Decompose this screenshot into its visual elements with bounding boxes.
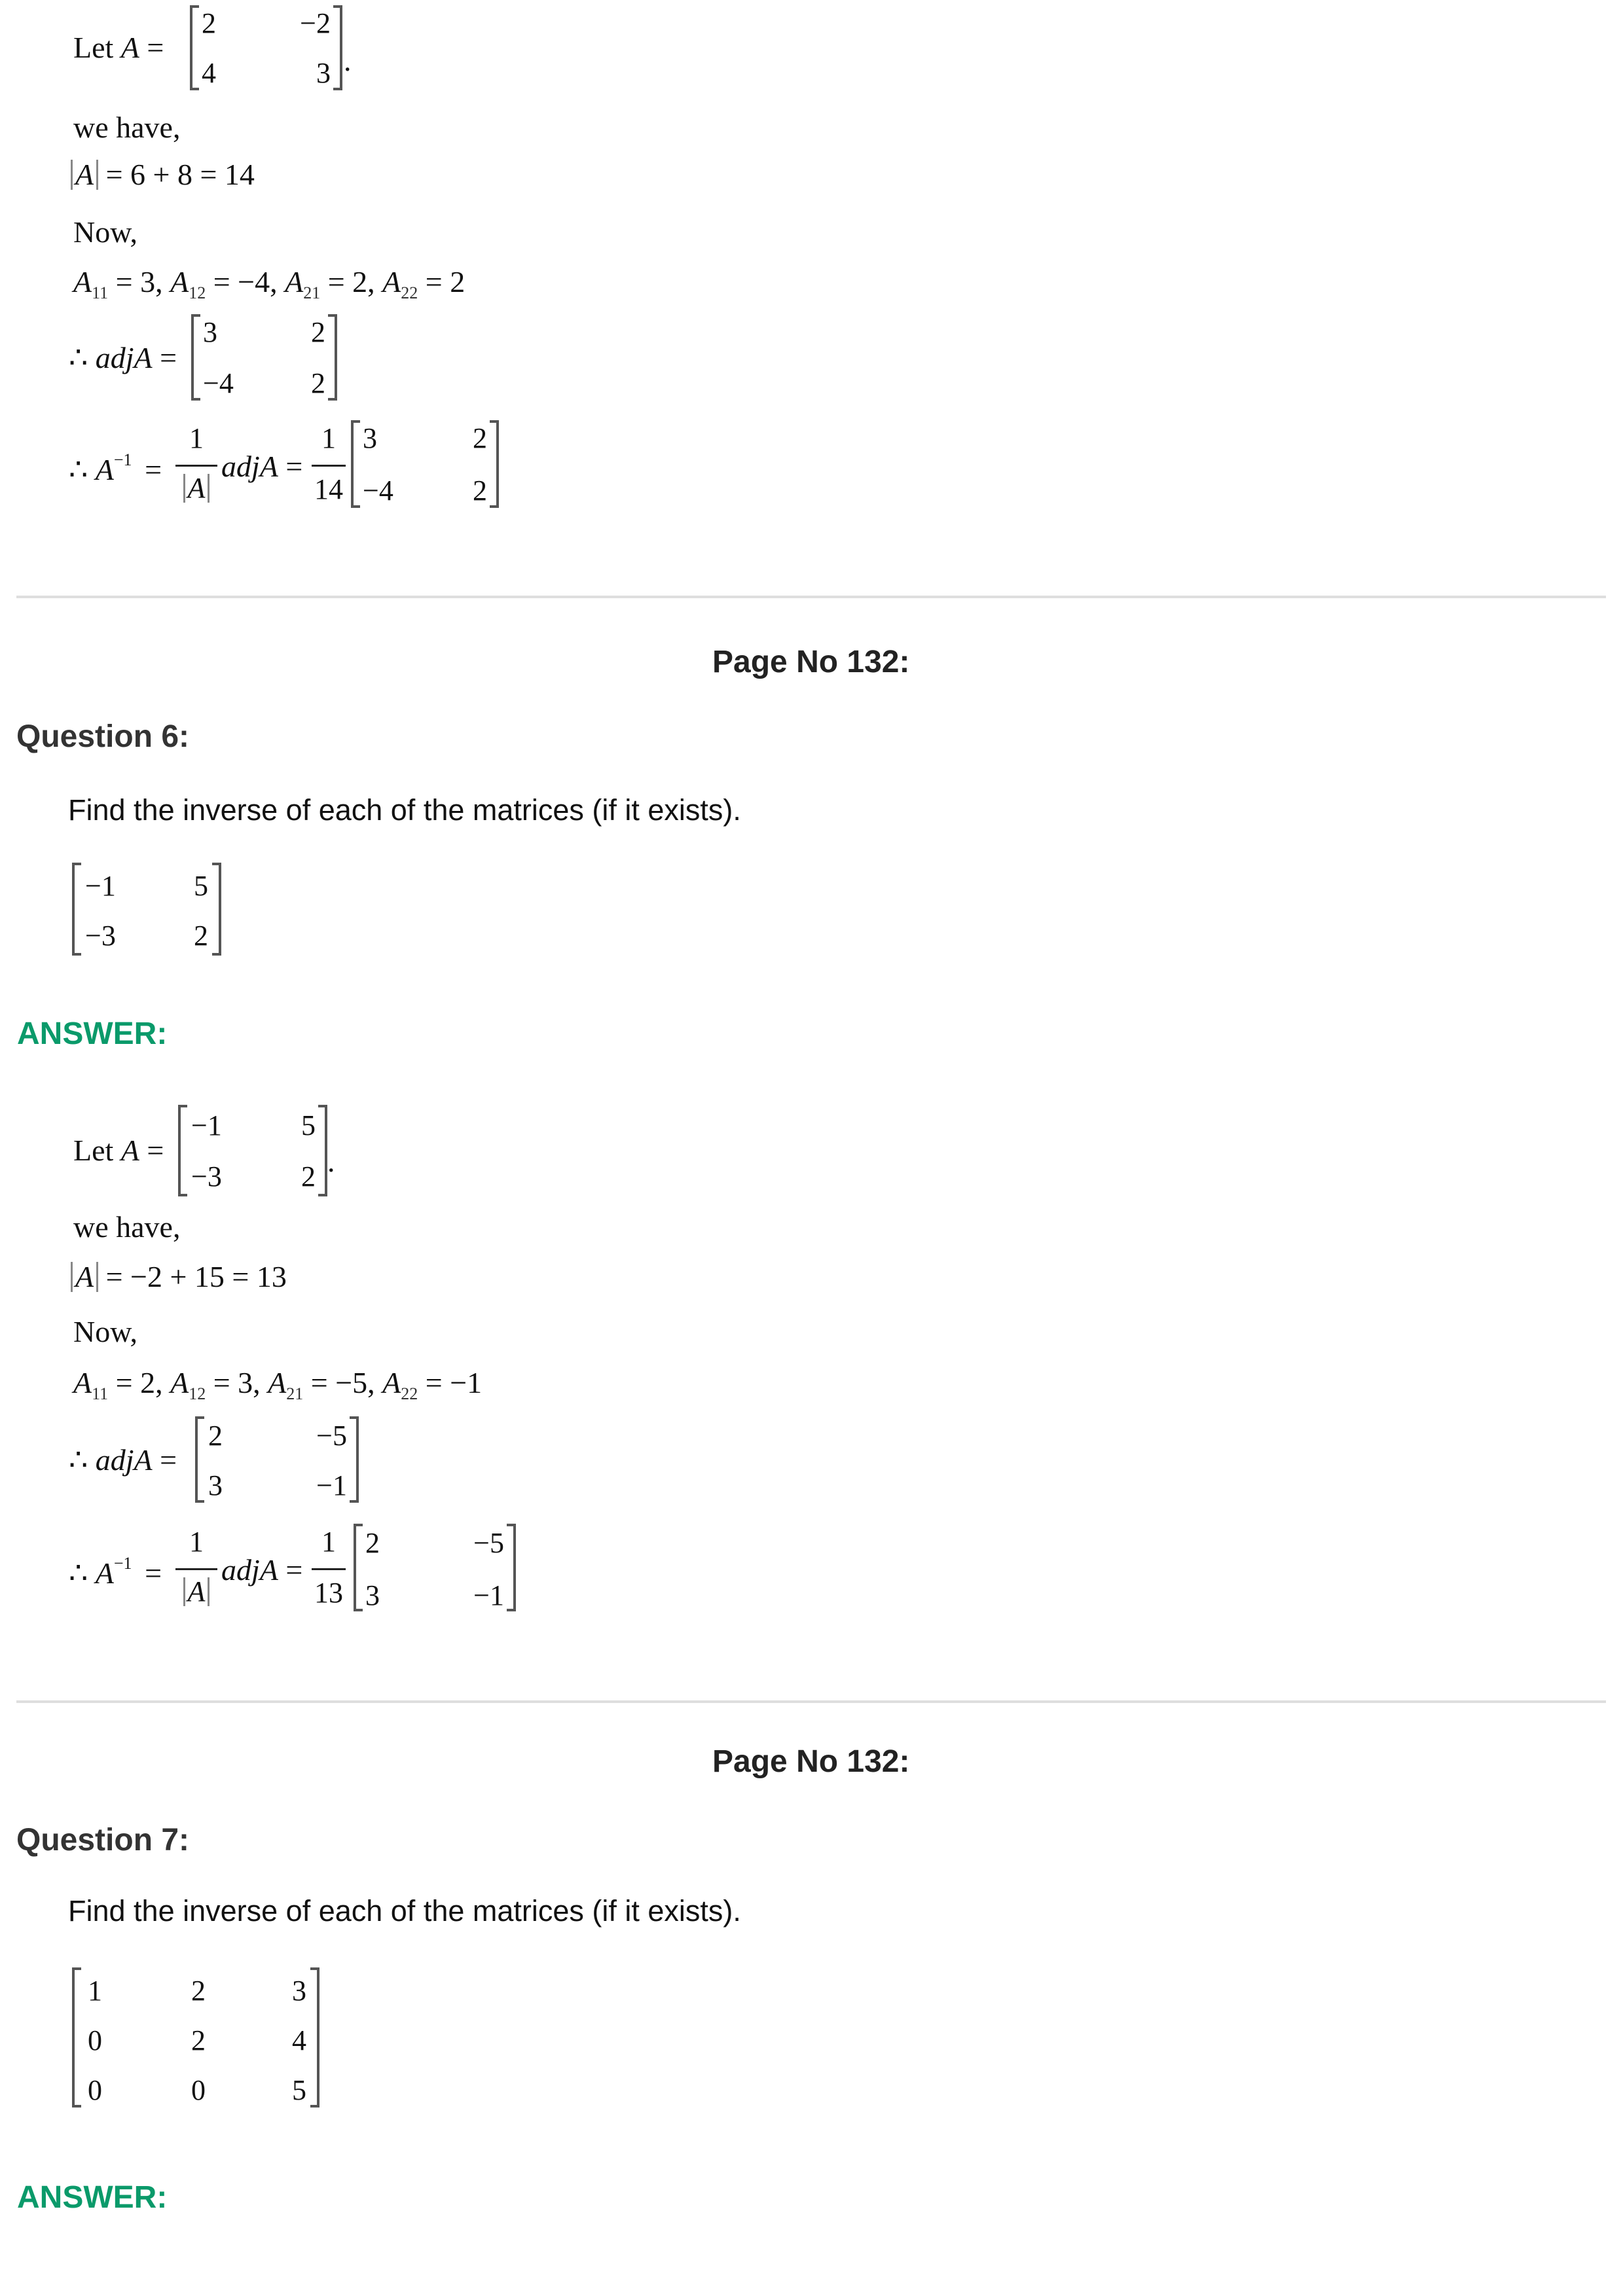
matrix-cell: 5 xyxy=(292,2074,306,2106)
fraction-bar xyxy=(312,1568,346,1570)
cofactor-value: = 3, xyxy=(206,1366,268,1399)
matrix-cell: −5 xyxy=(473,1527,504,1559)
fraction-one-over-det xyxy=(175,1528,217,1613)
equals-sign: = xyxy=(139,31,164,64)
page-number: Page No 132: xyxy=(712,1744,910,1779)
inverse-matrix xyxy=(354,1524,516,1611)
matrix-cell: −1 xyxy=(473,1579,504,1611)
abs-a: A xyxy=(183,1577,210,1606)
matrix-cell: −4 xyxy=(363,475,393,507)
question-title: Question 7: xyxy=(16,1823,190,1857)
cofactor-value: = 2, xyxy=(108,1366,171,1399)
matrix-cell: 2 xyxy=(473,475,487,507)
var-a: A xyxy=(382,265,401,298)
cofactor-value: = −5, xyxy=(303,1366,383,1399)
matrix-cell: 0 xyxy=(191,2074,206,2106)
matrix-a xyxy=(178,1105,327,1196)
var-a: A xyxy=(73,1366,92,1399)
var-a: A xyxy=(382,1366,401,1399)
question-matrix xyxy=(72,863,221,956)
abs-a: A xyxy=(71,1262,98,1292)
var-a: A xyxy=(120,1134,139,1167)
adj-label xyxy=(69,1445,177,1475)
question-matrix xyxy=(72,1967,319,2108)
matrix-cell: 3 xyxy=(365,1579,380,1611)
matrix-cell: 1 xyxy=(88,1975,102,2007)
numerator: 1 xyxy=(189,1526,204,1558)
matrix-cell: 3 xyxy=(316,57,331,89)
cofactor-value: = −1 xyxy=(418,1366,483,1399)
determinant-value: = 6 + 8 = 14 xyxy=(98,158,255,191)
var-a: A xyxy=(95,453,114,486)
equals-sign: = xyxy=(152,1443,177,1477)
fraction-bar xyxy=(175,465,217,467)
cofactors-line xyxy=(73,1368,482,1403)
determinant-value: = −2 + 15 = 13 xyxy=(98,1260,287,1293)
equals-sign: = xyxy=(278,1553,303,1587)
question-title: Question 6: xyxy=(16,719,190,754)
fraction-bar xyxy=(175,1568,217,1570)
adj-a-text: adjA xyxy=(95,341,153,374)
determinant-line xyxy=(71,160,255,190)
matrix-cell: −1 xyxy=(85,870,116,902)
matrix-cell: 2 xyxy=(473,422,487,454)
adj-matrix xyxy=(195,1416,359,1503)
adj-a-term xyxy=(221,1555,302,1585)
cofactor-value: = 2, xyxy=(320,265,383,298)
matrix-cell: 2 xyxy=(202,7,216,39)
matrix-cell: −1 xyxy=(316,1469,347,1501)
section-divider xyxy=(16,596,1606,598)
matrix-cell: 5 xyxy=(194,870,208,902)
subscript: 11 xyxy=(92,283,109,302)
matrix-cell: 3 xyxy=(363,422,377,454)
we-have-text: we have, xyxy=(73,111,181,144)
determinant-line xyxy=(71,1262,287,1292)
var-a: A xyxy=(120,31,139,64)
matrix-cell: 3 xyxy=(203,316,217,348)
now-text: Now, xyxy=(73,1315,137,1348)
matrix-cell: −3 xyxy=(191,1160,222,1193)
answer-label: ANSWER: xyxy=(17,2180,168,2215)
var-a: A xyxy=(170,1366,189,1399)
matrix-cell: −2 xyxy=(300,7,331,39)
equals-sign: = xyxy=(152,341,177,374)
subscript: 22 xyxy=(401,283,418,302)
fraction-one-over-det xyxy=(175,424,217,509)
matrix-cell: 0 xyxy=(88,2024,102,2056)
subscript: 11 xyxy=(92,1384,109,1403)
matrix-cell: −1 xyxy=(191,1109,222,1141)
answer-label: ANSWER: xyxy=(17,1016,168,1051)
matrix-cell: 3 xyxy=(292,1975,306,2007)
period: . xyxy=(344,44,352,77)
fraction-one-over-14 xyxy=(312,424,346,509)
therefore-symbol: ∴ xyxy=(69,1443,96,1477)
adj-matrix xyxy=(191,314,337,401)
numerator: 1 xyxy=(321,422,336,454)
adj-a-text: adjA xyxy=(221,450,278,483)
abs-a: A xyxy=(183,474,210,503)
section-divider xyxy=(16,1700,1606,1703)
equals-sign: = xyxy=(137,1556,162,1590)
matrix-cell: 2 xyxy=(194,920,208,952)
cofactors-line xyxy=(73,267,465,302)
page-number: Page No 132: xyxy=(712,645,910,679)
matrix-cell: 5 xyxy=(301,1109,316,1141)
numerator: 1 xyxy=(321,1526,336,1558)
inverse-lhs xyxy=(69,452,162,485)
therefore-symbol: ∴ xyxy=(69,1556,96,1590)
var-a: A xyxy=(73,265,92,298)
fraction-bar xyxy=(312,465,346,467)
equals-sign: = xyxy=(139,1134,164,1167)
matrix-cell: −3 xyxy=(85,920,116,952)
cofactor-value: = −4, xyxy=(206,265,285,298)
therefore-symbol: ∴ xyxy=(69,341,96,374)
inverse-matrix xyxy=(351,420,499,508)
denominator: 13 xyxy=(314,1577,343,1609)
equals-sign: = xyxy=(278,450,303,483)
superscript: −1 xyxy=(113,450,132,469)
var-a: A xyxy=(170,265,189,298)
matrix-cell: 2 xyxy=(191,2024,206,2056)
matrix-cell: 2 xyxy=(311,316,325,348)
let-a-statement xyxy=(73,1136,164,1166)
superscript: −1 xyxy=(113,1554,132,1573)
abs-a: A xyxy=(71,160,98,190)
adj-a-text: adjA xyxy=(95,1443,153,1477)
adj-label xyxy=(69,343,177,373)
matrix-cell: 2 xyxy=(191,1975,206,2007)
question-prompt: Find the inverse of each of the matrices (if it exists). xyxy=(68,793,741,827)
therefore-symbol: ∴ xyxy=(69,453,96,486)
adj-a-text: adjA xyxy=(221,1553,278,1587)
period: . xyxy=(327,1145,335,1178)
let-a-statement xyxy=(73,33,164,63)
we-have-text: we have, xyxy=(73,1210,181,1244)
subscript: 12 xyxy=(189,283,206,302)
matrix-cell: −4 xyxy=(203,367,234,399)
var-a: A xyxy=(95,1556,114,1590)
matrix-cell: 3 xyxy=(208,1469,223,1501)
matrix-cell: 2 xyxy=(208,1420,223,1452)
matrix-cell: 4 xyxy=(292,2024,306,2056)
subscript: 12 xyxy=(189,1384,206,1403)
matrix-cell: 2 xyxy=(311,367,325,399)
denominator: 14 xyxy=(314,473,343,505)
subscript: 21 xyxy=(303,283,321,302)
matrix-cell: 0 xyxy=(88,2074,102,2106)
matrix-cell: −5 xyxy=(316,1420,347,1452)
now-text: Now, xyxy=(73,215,137,249)
cofactor-value: = 3, xyxy=(108,265,171,298)
matrix-cell: 4 xyxy=(202,57,216,89)
inverse-lhs xyxy=(69,1555,162,1588)
matrix-a xyxy=(190,5,342,90)
subscript: 21 xyxy=(286,1384,304,1403)
let-text: Let xyxy=(73,31,121,64)
let-text: Let xyxy=(73,1134,121,1167)
var-a: A xyxy=(285,265,304,298)
adj-a-term xyxy=(221,452,302,482)
matrix-cell: 2 xyxy=(365,1527,380,1559)
subscript: 22 xyxy=(401,1384,418,1403)
cofactor-value: = 2 xyxy=(418,265,465,298)
numerator: 1 xyxy=(189,422,204,454)
fraction-one-over-13 xyxy=(312,1528,346,1613)
question-prompt: Find the inverse of each of the matrices (if it exists). xyxy=(68,1894,741,1928)
matrix-cell: 2 xyxy=(301,1160,316,1193)
equals-sign: = xyxy=(137,453,162,486)
var-a: A xyxy=(268,1366,287,1399)
